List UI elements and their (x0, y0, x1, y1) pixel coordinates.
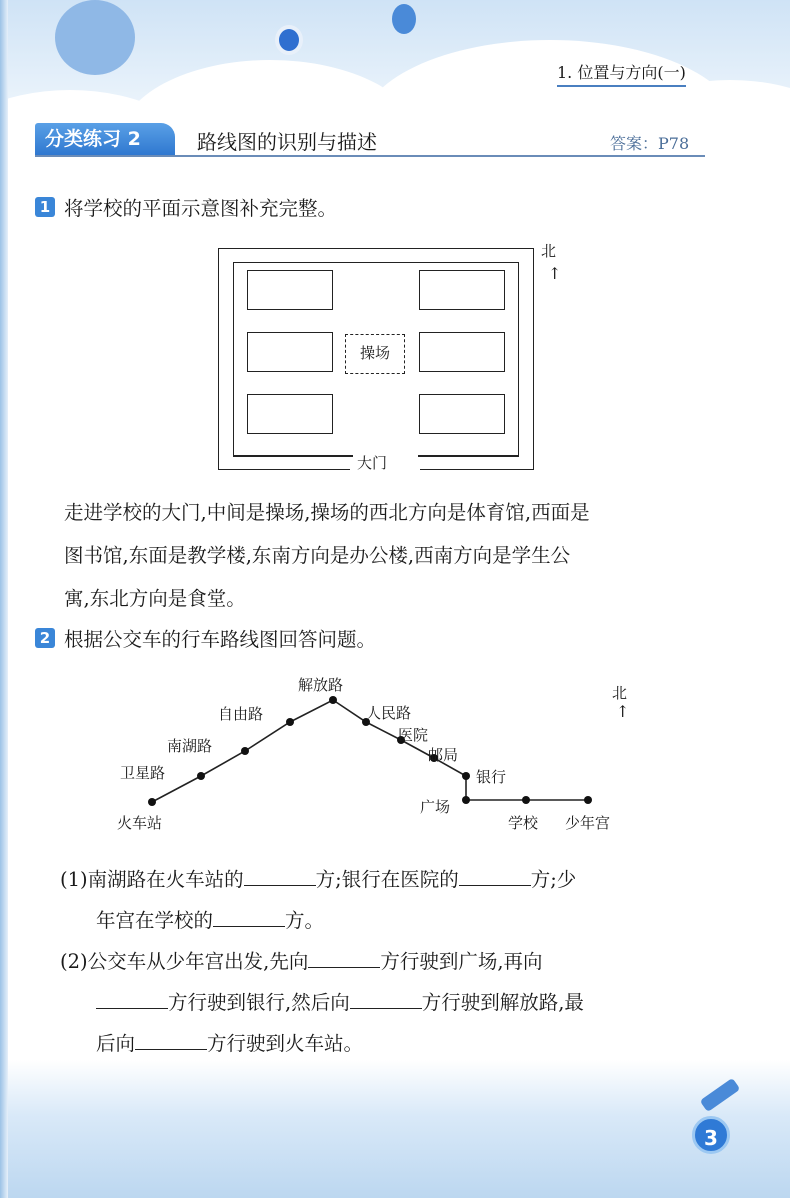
stop-label: 学校 (508, 814, 539, 832)
q1-text-line: 寓,东北方向是食堂。 (64, 587, 246, 610)
stop-dot (241, 747, 249, 755)
stop-label: 南湖路 (167, 737, 213, 755)
stop-dot (462, 796, 470, 804)
question-number: 2 (35, 628, 55, 648)
question-number: 1 (35, 197, 55, 217)
answer-blank[interactable] (244, 868, 316, 886)
page-number: 3 (692, 1116, 730, 1154)
stop-dot (286, 718, 294, 726)
stop-label: 自由路 (218, 705, 264, 723)
section-title: 路线图的识别与描述 (197, 130, 377, 154)
stop-dot (197, 772, 205, 780)
stop-dot (329, 696, 337, 704)
answer-blank[interactable] (459, 868, 531, 886)
north-label: 北 (612, 684, 628, 702)
stop-dot (584, 796, 592, 804)
north-arrow-icon: ↑ (548, 264, 562, 283)
question-prompt: 根据公交车的行车路线图回答问题。 (64, 628, 377, 651)
stop-label: 火车站 (117, 814, 163, 832)
subquestion-2-line: 后向 方行驶到火车站。 (96, 1032, 364, 1055)
answer-blank[interactable] (135, 1032, 207, 1050)
stop-dot (462, 772, 470, 780)
stop-label: 医院 (398, 726, 429, 744)
chapter-title: 1. 位置与方向(一) (557, 60, 686, 87)
stop-dot (522, 796, 530, 804)
answer-blank[interactable] (350, 991, 422, 1009)
stop-label: 少年宫 (565, 814, 611, 832)
answer-blank[interactable] (308, 950, 380, 968)
north-arrow-icon: ↑ (616, 702, 630, 721)
stop-label: 人民路 (366, 704, 412, 722)
stop-label: 解放路 (298, 676, 344, 694)
answer-blank[interactable] (96, 991, 168, 1009)
playground-label: 操场 (345, 334, 405, 374)
subquestion-1-line: 年宫在学校的 方。 (96, 909, 325, 932)
subquestion-1-line: (1)南湖路在火车站的 方;银行在医院的 方;少 (60, 868, 577, 891)
stop-label: 邮局 (428, 746, 459, 764)
answer-reference: 答案：P78 (610, 134, 690, 153)
question-prompt: 将学校的平面示意图补充完整。 (64, 197, 338, 220)
answer-blank[interactable] (213, 909, 285, 927)
subquestion-2-line: 方行驶到银行,然后向 方行驶到解放路,最 (96, 987, 584, 1015)
stop-label: 银行 (476, 768, 507, 786)
q1-text-line: 图书馆,东面是教学楼,东南方向是办公楼,西南方向是学生公 (64, 544, 571, 567)
exercise-tag: 分类练习 2 (35, 123, 175, 155)
gate-label: 大门 (357, 454, 388, 472)
q1-text-line: 走进学校的大门,中间是操场,操场的西北方向是体育馆,西面是 (64, 501, 590, 524)
north-label: 北 (541, 242, 557, 260)
stop-dot (148, 798, 156, 806)
stop-label: 卫星路 (120, 764, 166, 782)
subquestion-2-line: (2)公交车从少年宫出发,先向 方行驶到广场,再向 (60, 950, 543, 973)
stop-label: 广场 (420, 798, 451, 816)
